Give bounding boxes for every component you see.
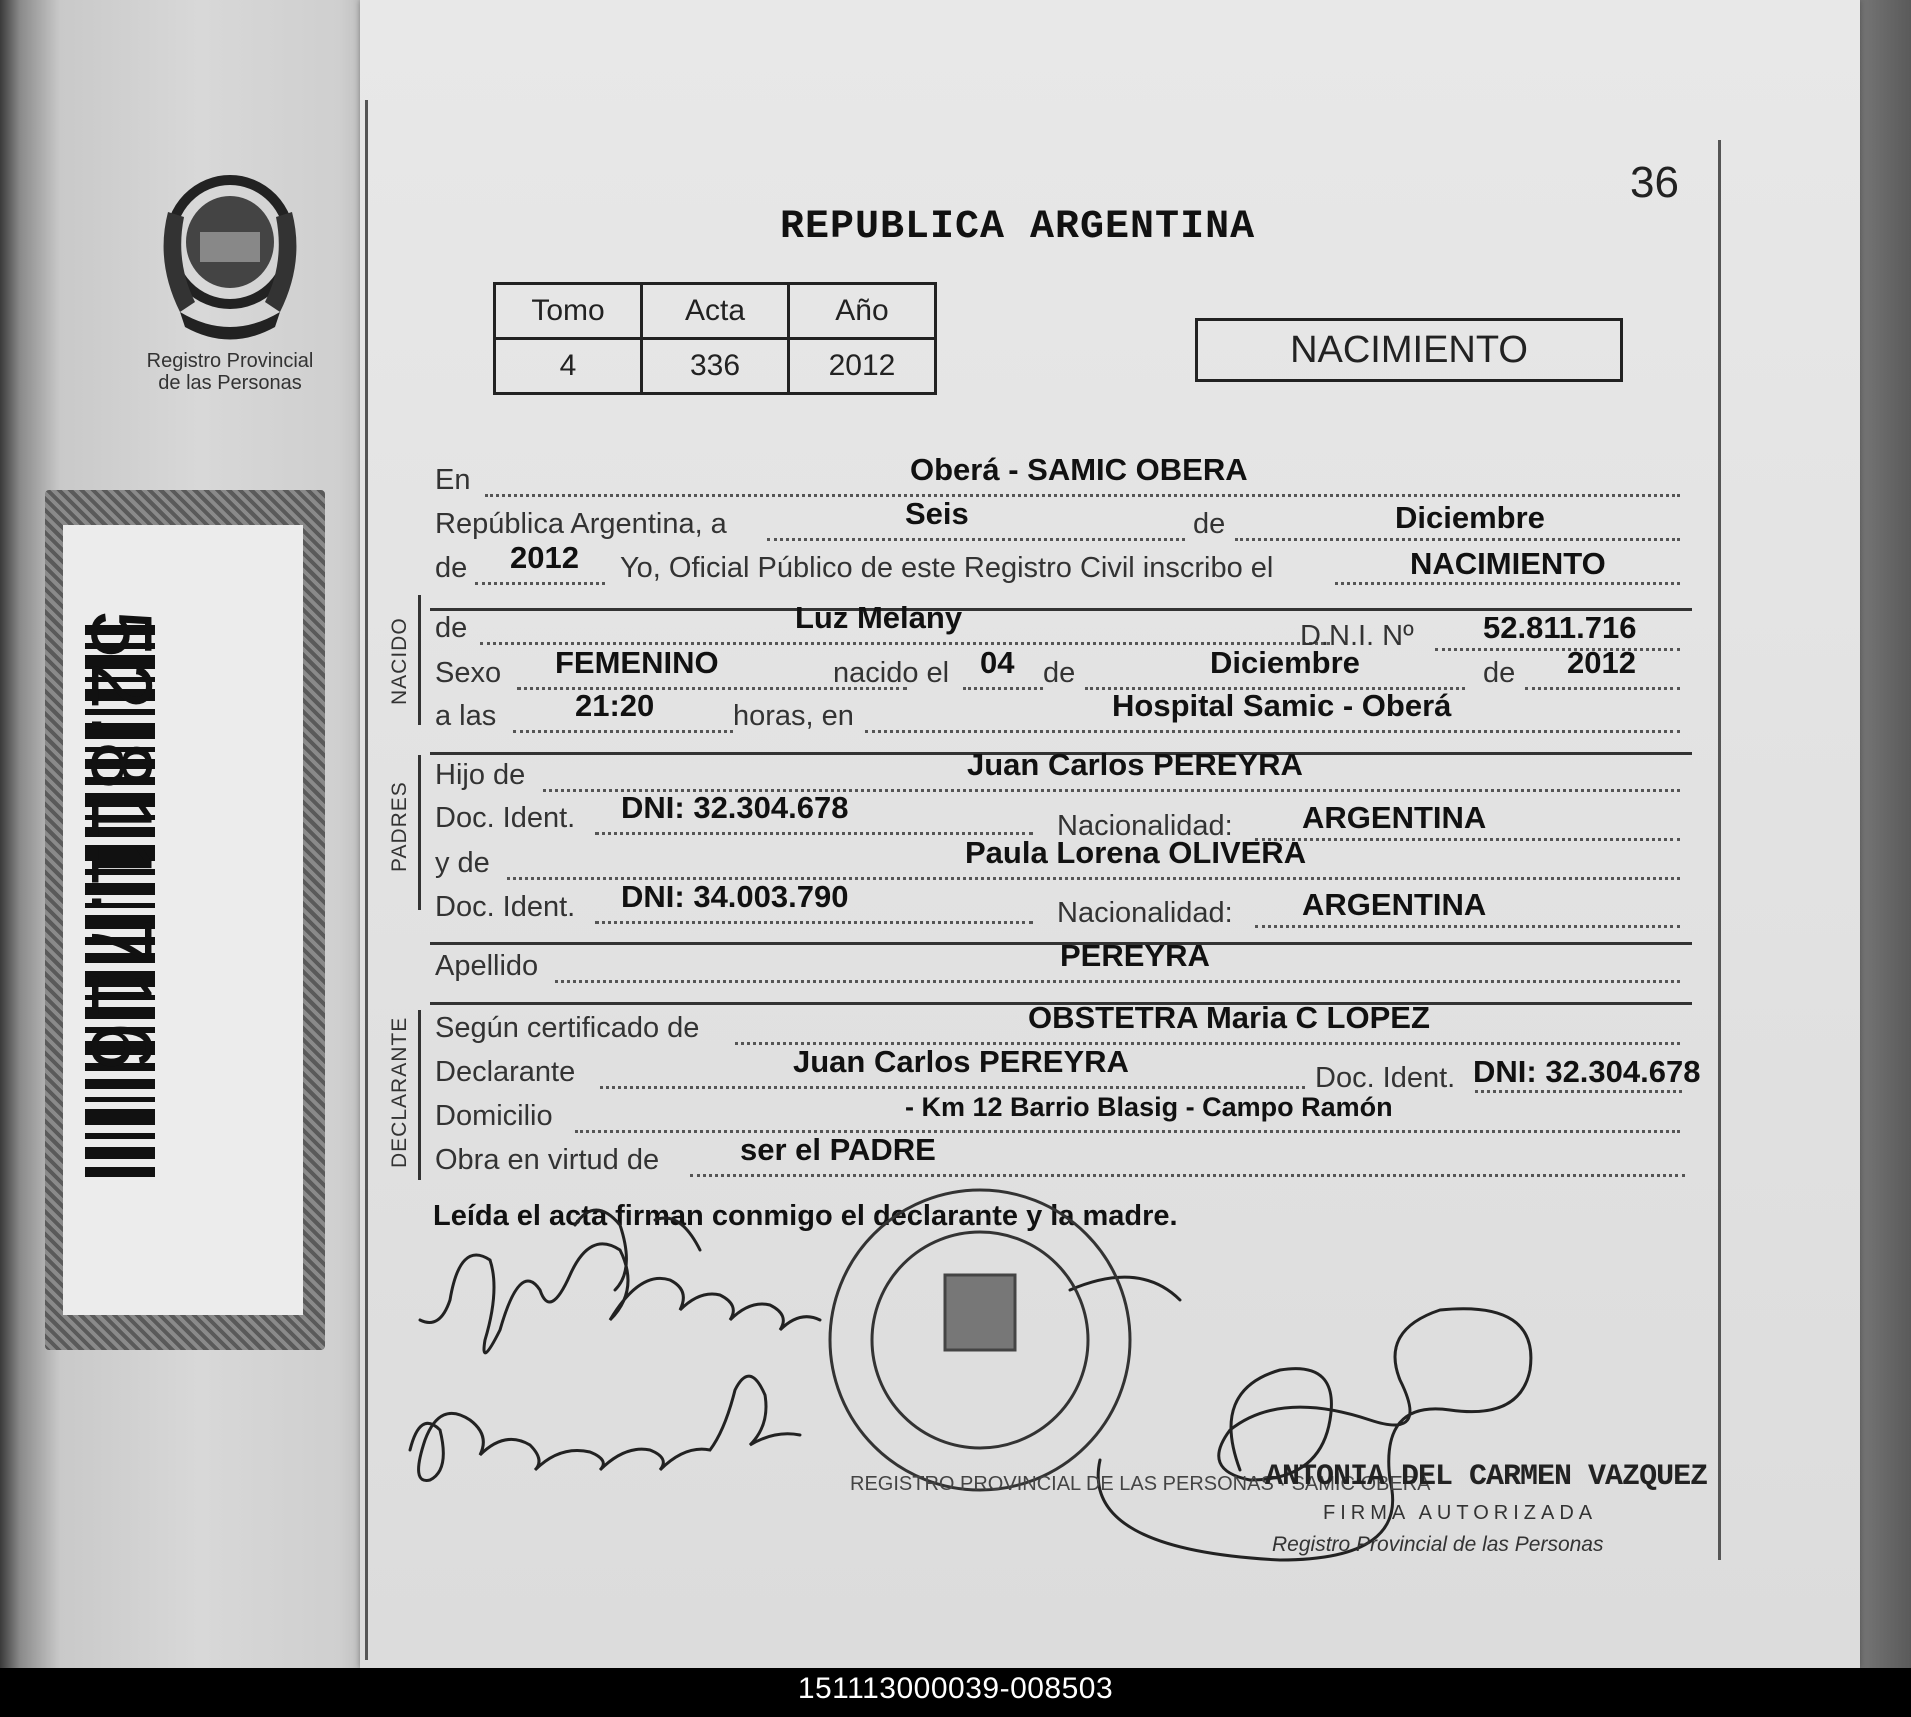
page-number: 36 [1630, 158, 1679, 207]
line-apellido [435, 938, 1692, 988]
value-certificado: OBSTETRA Maria C LOPEZ [1028, 1000, 1430, 1035]
value-ano: 2012 [789, 339, 936, 394]
label-de-name: de [435, 612, 468, 644]
closing-statement: Leída el acta firman conmigo el declarante y la madre. [433, 1200, 1178, 1232]
label-domicilio: Domicilio [435, 1100, 553, 1132]
value-dni: 52.811.716 [1483, 610, 1637, 645]
sticker-number-text: 52.811.716 [73, 610, 169, 1075]
record-table [493, 282, 937, 395]
value-declarante: Juan Carlos PEREYRA [793, 1044, 1129, 1079]
registry-label-line2: de las Personas [158, 372, 302, 394]
label-apellido: Apellido [435, 950, 539, 982]
father-signature-icon [420, 1244, 820, 1353]
label-doc-declarante: Doc. Ident. [1315, 1062, 1456, 1094]
value-birth-year: 2012 [1567, 645, 1636, 680]
value-acta: 336 [642, 339, 789, 394]
value-birth-day: 04 [980, 645, 1015, 680]
document-title: REPUBLICA ARGENTINA [780, 205, 1256, 250]
line-date [435, 496, 1692, 546]
value-day: Seis [905, 496, 969, 531]
label-dni: D.N.I. Nº [1300, 620, 1414, 652]
value-event: NACIMIENTO [1410, 546, 1606, 581]
value-sexo: FEMENINO [555, 645, 719, 680]
value-obra: ser el PADRE [740, 1132, 936, 1167]
label-de: de [1193, 508, 1226, 540]
file-code: 151113000039-008503 [797, 1672, 1114, 1705]
side-label-declarante: DECLARANTE [388, 1016, 411, 1168]
value-father: Juan Carlos PEREYRA [967, 747, 1303, 782]
header-acta: Acta [642, 284, 789, 339]
registry-label-line1: Registro Provincial [146, 350, 314, 372]
value-mother: Paula Lorena OLIVERA [965, 835, 1307, 870]
label-horas: horas, en [733, 700, 854, 732]
value-year: 2012 [510, 540, 579, 575]
registry-label [120, 350, 340, 394]
value-en: Oberá - SAMIC OBERA [910, 452, 1248, 487]
line-name [435, 600, 1692, 652]
label-declarante: Declarante [435, 1056, 576, 1088]
value-month: Diciembre [1395, 500, 1545, 535]
label-de-3: de [1483, 657, 1516, 689]
registry-stamp-icon [830, 1190, 1130, 1490]
label-doc-father: Doc. Ident. [435, 802, 576, 834]
label-en: En [435, 464, 471, 496]
value-mother-nationality: ARGENTINA [1302, 887, 1487, 922]
label-y-de: y de [435, 847, 490, 879]
label-nacido-el: nacido el [833, 657, 950, 689]
value-tomo: 4 [495, 339, 642, 394]
sticker-number [0, 330, 169, 1075]
label-republica: República Argentina, a [435, 508, 727, 540]
dotted-line [767, 510, 1185, 541]
label-sexo: Sexo [435, 657, 502, 689]
value-father-nationality: ARGENTINA [1302, 800, 1487, 835]
side-label-padres: PADRES [388, 781, 411, 872]
province-seal-icon [150, 172, 310, 352]
record-table-value-row [495, 339, 936, 394]
mother-signature-icon [410, 1376, 800, 1480]
value-mother-doc: DNI: 34.003.790 [621, 879, 849, 914]
label-obra: Obra en virtud de [435, 1144, 660, 1176]
official-name: ANTONIA DEL CARMEN VAZQUEZ [1265, 1460, 1708, 1494]
line-year [435, 540, 1692, 590]
line-mother-doc [435, 879, 1692, 929]
line-time-place [435, 688, 1692, 738]
label-official-text: Yo, Oficial Público de este Registro Civil inscribo el [620, 552, 1274, 584]
value-domicilio: - Km 12 Barrio Blasig - Campo Ramón [905, 1092, 1393, 1122]
value-apellido: PEREYRA [1060, 938, 1210, 973]
line-en [435, 452, 1692, 502]
record-type-box: NACIMIENTO [1195, 318, 1623, 382]
side-rule-padres [418, 755, 421, 910]
header-ano: Año [789, 284, 936, 339]
line-obra [435, 1132, 1692, 1182]
form-left-rule [365, 100, 368, 1660]
label-hijo-de: Hijo de [435, 759, 526, 791]
value-declarante-doc: DNI: 32.304.678 [1473, 1054, 1701, 1089]
side-rule-declarante [418, 1010, 421, 1180]
stamp-text: REGISTRO PROVINCIAL DE LAS PERSONAS · SAMIC OBERA [850, 1473, 1431, 1495]
label-year-prefix: de [435, 552, 468, 584]
line-father-doc [435, 790, 1692, 842]
label-a-las: a las [435, 700, 497, 732]
side-rule-nacido [418, 595, 421, 725]
form-right-rule [1718, 140, 1721, 1560]
value-time: 21:20 [575, 688, 655, 723]
label-certificado: Según certificado de [435, 1012, 700, 1044]
official-office: Registro Provincial de las Personas [1272, 1533, 1604, 1556]
line-domicilio [435, 1092, 1692, 1138]
value-father-doc: DNI: 32.304.678 [621, 790, 849, 825]
official-role: FIRMA AUTORIZADA [1323, 1502, 1598, 1524]
side-label-nacido: NACIDO [388, 617, 411, 705]
value-birth-month: Diciembre [1210, 645, 1360, 680]
value-name: Luz Melany [795, 600, 963, 635]
label-nacionalidad-father: Nacionalidad: [1057, 810, 1233, 842]
record-table-header-row [495, 284, 936, 339]
line-declarante [435, 1044, 1701, 1094]
label-nacionalidad-mother: Nacionalidad: [1057, 897, 1233, 929]
label-de-2: de [1043, 657, 1076, 689]
label-doc-mother: Doc. Ident. [435, 891, 576, 923]
header-tomo: Tomo [495, 284, 642, 339]
value-place: Hospital Samic - Oberá [1112, 688, 1452, 723]
